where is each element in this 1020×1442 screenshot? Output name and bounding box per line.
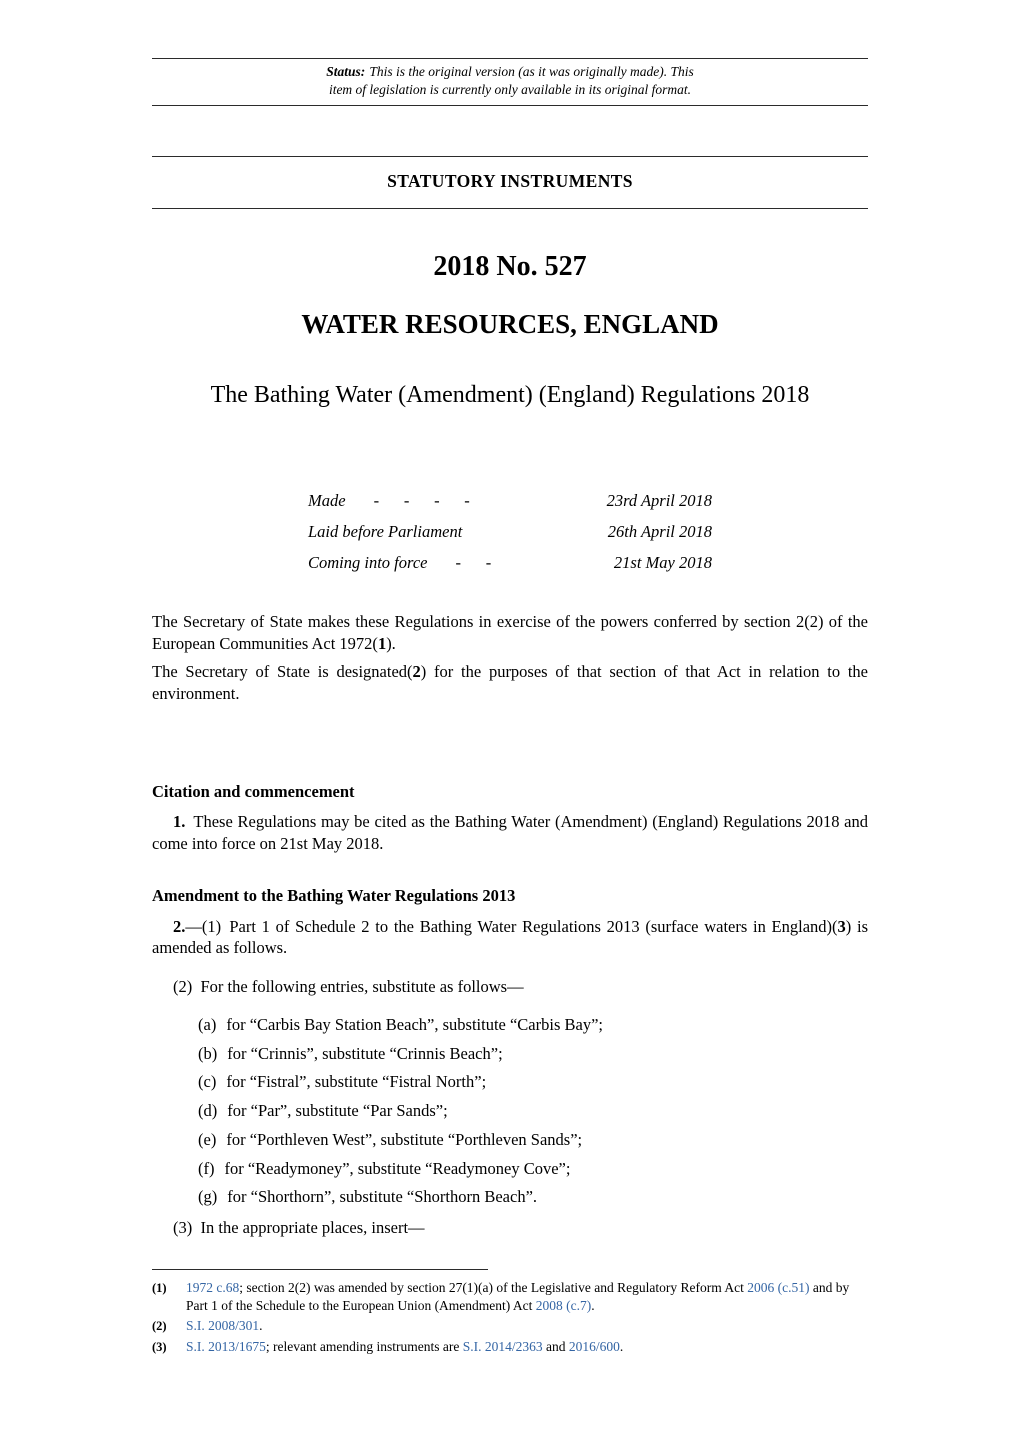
- paragraph-2: (2) For the following entries, substitute as follows—: [173, 976, 524, 996]
- preamble-paragraph-2: [152, 661, 868, 705]
- item-label: (b): [198, 1043, 218, 1063]
- section-1: [152, 811, 868, 855]
- footnote-ref-3[interactable]: 3: [837, 916, 846, 936]
- preamble-1-text: The Secretary of State makes these Regulations in exercise of the powers conferred by section 2(2) of the European Communities Act 1972(: [152, 612, 868, 654]
- footnote-link[interactable]: S.I. 2013/1675: [186, 1338, 266, 1354]
- document-body: [152, 781, 868, 1239]
- item-text: for “Porthleven West”, substitute “Porthleven Sands”;: [226, 1129, 583, 1149]
- footnote-ref-2[interactable]: 2: [412, 661, 421, 681]
- status-text-1: This is the original version (as it was originally made). This: [369, 64, 694, 79]
- made-label: Made: [308, 491, 346, 511]
- force-date-row: [308, 553, 712, 573]
- item-label: (c): [198, 1072, 217, 1092]
- series-heading: STATUTORY INSTRUMENTS: [152, 156, 868, 209]
- section-2-close: ) is amended as follows.: [152, 916, 869, 958]
- footnote-link[interactable]: 2008 (c.7): [535, 1297, 592, 1313]
- preamble: [152, 611, 868, 704]
- footnote-ref-1[interactable]: 1: [377, 634, 387, 654]
- item-label: (a): [198, 1014, 217, 1034]
- list-item: [198, 1100, 868, 1122]
- list-item: [198, 1014, 868, 1036]
- footnote-text-segment: ; section 2(2) was amended by section 27(1)(a) of the Legislative and Regulatory Reform Act: [239, 1279, 748, 1295]
- item-label: (f): [198, 1158, 215, 1178]
- made-value: 23rd April 2018: [606, 491, 712, 511]
- footnote-link[interactable]: 2006 (c.51): [747, 1279, 810, 1295]
- footnote-link[interactable]: S.I. 2014/2363: [462, 1338, 543, 1354]
- list-item: [198, 1043, 868, 1065]
- enactment-dates: [308, 491, 712, 573]
- footnote-text-segment: and by Part 1 of the Schedule to the European Union (Amendment) Act: [186, 1279, 850, 1313]
- footnote-text-segment: .: [259, 1318, 263, 1334]
- force-label: Coming into force: [308, 553, 428, 573]
- item-text: for “Crinnis”, substitute “Crinnis Beach”;: [227, 1043, 503, 1063]
- made-date-row: [308, 491, 712, 511]
- preamble-1-close: ).: [386, 634, 396, 654]
- section-1-number: 1.: [173, 812, 186, 832]
- footnote-1-marker: (1): [152, 1280, 167, 1295]
- item-text: for “Shorthorn”, substitute “Shorthorn Beach”.: [227, 1187, 538, 1207]
- preamble-paragraph-1: [152, 611, 868, 655]
- preamble-2-text: The Secretary of State is designated(: [152, 661, 413, 681]
- footnote-text-segment: .: [591, 1297, 595, 1313]
- list-item: [198, 1071, 868, 1093]
- list-item: [198, 1186, 868, 1208]
- footnote-text-segment: and: [542, 1338, 569, 1354]
- status-banner: [152, 58, 868, 106]
- footnote-link[interactable]: 1972 c.68: [186, 1279, 240, 1295]
- doc-subject: WATER RESOURCES, ENGLAND: [301, 309, 719, 340]
- preamble-2-close: ) for the purposes of that section of that Act in relation to the environment.: [152, 661, 868, 703]
- footnotes: [152, 1269, 868, 1355]
- status-line-1: [160, 63, 860, 81]
- heading-amendment: Amendment to the Bathing Water Regulations 2013: [152, 885, 516, 905]
- doc-title: The Bathing Water (Amendment) (England) Regulations 2018: [210, 382, 810, 409]
- substitution-list: [198, 1014, 868, 1208]
- section-2-number: 2.: [173, 916, 186, 936]
- list-item: [198, 1129, 868, 1151]
- item-text: for “Par”, substitute “Par Sands”;: [227, 1101, 448, 1121]
- footnote-3: [152, 1338, 868, 1356]
- footnote-3-marker: (3): [152, 1339, 167, 1354]
- section-2: [152, 916, 868, 960]
- item-text: for “Readymoney”, substitute “Readymoney Cove”;: [224, 1158, 571, 1178]
- laid-label: Laid before Parliament: [308, 522, 463, 542]
- footnote-separator: [152, 1269, 488, 1270]
- footnote-3-text: [186, 1338, 868, 1356]
- section-1-text: These Regulations may be cited as the Bathing Water (Amendment) (England) Regulations 2018 and come into force on 21st May 2018.: [152, 812, 868, 854]
- footnote-1-text: [186, 1279, 868, 1314]
- footnote-text-segment: .: [619, 1338, 624, 1354]
- footnote-link[interactable]: S.I. 2008/301: [186, 1318, 260, 1334]
- force-value: 21st May 2018: [613, 553, 712, 573]
- footnote-2-text: [186, 1317, 868, 1335]
- status-line-2: item of legislation is currently only available in its original format.: [328, 82, 692, 98]
- item-label: (e): [198, 1129, 217, 1149]
- laid-date-row: [308, 522, 712, 542]
- item-label: (g): [198, 1187, 218, 1207]
- made-dashes: - - - -: [373, 491, 470, 511]
- footnote-text-segment: ; relevant amending instruments are: [265, 1338, 463, 1354]
- item-text: for “Carbis Bay Station Beach”, substitute “Carbis Bay”;: [226, 1014, 603, 1034]
- laid-value: 26th April 2018: [607, 522, 712, 542]
- heading-citation: Citation and commencement: [152, 781, 355, 801]
- item-label: (d): [198, 1101, 218, 1121]
- item-text: for “Fistral”, substitute “Fistral North”;: [226, 1072, 487, 1092]
- status-label: Status:: [326, 64, 366, 79]
- force-dashes: - -: [455, 553, 492, 573]
- footnote-link[interactable]: 2016/600: [568, 1338, 620, 1354]
- list-item: [198, 1158, 868, 1180]
- section-2-text: —(1) Part 1 of Schedule 2 to the Bathing Water Regulations 2013 (surface waters in England)(: [185, 916, 838, 936]
- footnote-2-marker: (2): [152, 1319, 167, 1334]
- footnote-1: [152, 1279, 868, 1314]
- footnote-2: [152, 1317, 868, 1335]
- paragraph-3: (3) In the appropriate places, insert—: [173, 1218, 425, 1238]
- doc-number: 2018 No. 527: [433, 251, 587, 283]
